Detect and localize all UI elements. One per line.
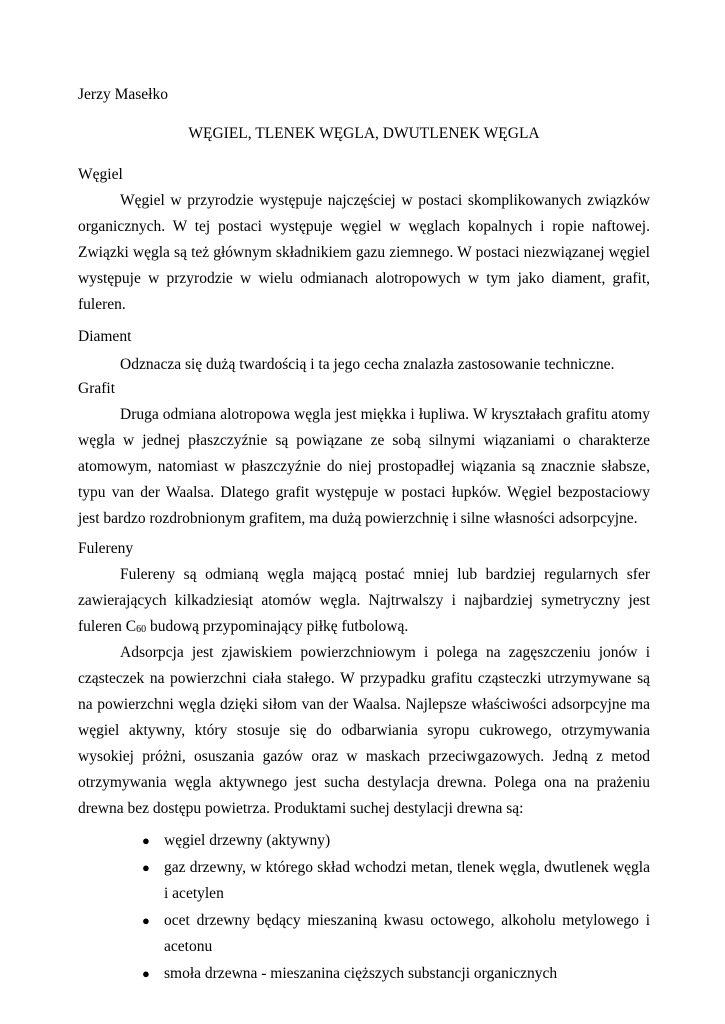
document-page [78, 84, 650, 988]
fulereny-subscript: 60 [136, 624, 147, 635]
list-item [142, 855, 650, 907]
list-item-text: gaz drzewny, w którego skład wchodzi metan, tlenek węgla, dwutlenek węgla i acetylen [164, 859, 650, 902]
list-item [142, 828, 650, 854]
paragraph-fulereny [78, 562, 650, 640]
document-title: WĘGIEL, TLENEK WĘGLA, DWUTLENEK WĘGLA [188, 125, 540, 142]
products-list [78, 828, 650, 987]
fulereny-text-after: budową przypominający piłkę futbolową. [146, 618, 409, 635]
fulereny-text-before: Fulereny są odmianą węgla mającą postać mniej lub bardziej regularnych sfer zawierających kilkadziesiąt atomów węgla. Najtrwalszy i najbardziej symetryczny jest fuleren C [78, 566, 650, 635]
list-item-text: węgiel drzewny (aktywny) [164, 832, 331, 849]
bullet-icon: ● [142, 833, 150, 848]
bullet-icon: ● [142, 860, 150, 875]
list-item-text: ocet drzewny będący mieszaniną kwasu octowego, alkoholu metylowego i acetonu [164, 912, 650, 955]
heading-fulereny: Fulereny [78, 540, 134, 557]
heading-grafit: Grafit [78, 380, 116, 397]
author-name: Jerzy Masełko [78, 86, 168, 103]
list-item [142, 961, 650, 987]
list-item [142, 908, 650, 960]
paragraph-diament: Odznacza się dużą twardością i ta jego cecha znalazła zastosowanie techniczne. [120, 356, 615, 373]
heading-wegiel: Węgiel [78, 166, 123, 183]
paragraph-wegiel: Węgiel w przyrodzie występuje najczęściej w postaci skomplikowanych związków organicznych. W tej postaci występuje węgiel w węglach kopalnych i ropie naftowej. Związki węgla są też głównym składnikiem gazu ziemnego. W postaci niezwiązanej węgiel występuje w przyrodzie w wielu odmianach alotropowych w tym jako diament, grafit, fuleren. [78, 192, 650, 313]
list-item-text: smoła drzewna - mieszanina cięższych substancji organicznych [164, 965, 558, 982]
bullet-icon: ● [142, 913, 150, 928]
paragraph-grafit: Druga odmiana alotropowa węgla jest miękka i łupliwa. W kryształach grafitu atomy węgla w jednej płaszczyźnie są powiązane ze sobą silnymi wiązaniami o charakterze atomowym, natomiast w płaszczyźnie do niej prostopadłej wiązania są znacznie słabsze, typu van der Waalsa. Dlatego grafit występuje w postaci łupków. Węgiel bezpostaciowy jest bardzo rozdrobnionym grafitem, ma dużą powierzchnię i silne własności adsorpcyjne. [78, 406, 650, 527]
paragraph-adsorpcja: Adsorpcja jest zjawiskiem powierzchniowym i polega na zagęszczeniu jonów i cząsteczek na powierzchni ciała stałego. W przypadku grafitu cząsteczki utrzymywane są na powierzchni węgla dzięki siłom van der Waalsa. Najlepsze właściwości adsorpcyjne ma węgiel aktywny, który stosuje się do odbarwiania syropu cukrowego, otrzymywania wysokiej próżni, osuszania gazów oraz w maskach przeciwgazowych. Jedną z metod otrzymywania węgla aktywnego jest sucha destylacja drewna. Polega ona na prażeniu drewna bez dostępu powietrza. Produktami suchej destylacji drewna są: [78, 644, 650, 817]
bullet-icon: ● [142, 966, 150, 981]
heading-diament: Diament [78, 328, 132, 345]
